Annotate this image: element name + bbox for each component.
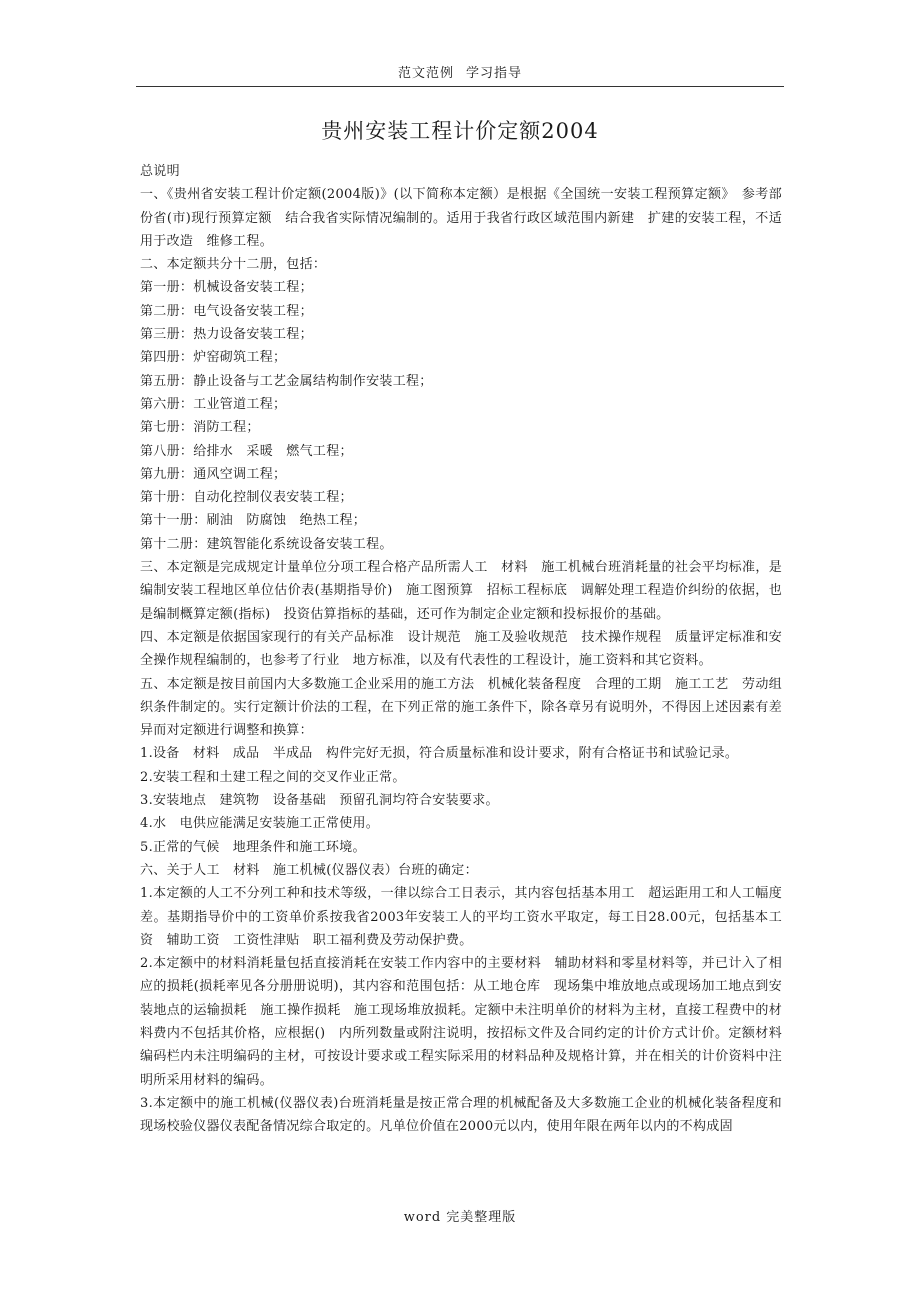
paragraph: 4.水 电供应能满足安装施工正常使用。: [140, 816, 380, 832]
document-title: 贵州安装工程计价定额2004: [321, 119, 599, 143]
paragraph: 五、本定额是按目前国内大多数施工企业采用的施工方法 机械化装备程度 合理的工期 施工工艺 劳动组织条件制定的。实行定额计价法的工程，在下列正常的施工条件下，除各章另有说明外，不得因上述因素有差异而对定额进行调整和换算：: [140, 676, 782, 739]
paragraph: 总说明: [140, 164, 180, 179]
paragraph: 第十一册：刷油 防腐蚀 绝热工程；: [140, 513, 367, 529]
page-header: [136, 62, 784, 87]
header-right-text: 学习指导: [466, 66, 523, 81]
paragraph: 第六册：工业管道工程；: [140, 396, 287, 412]
paragraph: 2.本定额中的材料消耗量包括直接消耗在安装工作内容中的主要材料 辅助材料和零星材料等，并已计入了相应的损耗(损耗率见各分册册说明)，其内容和范围包括：从工地仓库 现场集中堆放地点或现场加工地点到安装地点的运输损耗 施工操作损耗 施工现场堆放损耗。定额中未注明单价的材料为主材，直接工程费中的材料费内不包括其价格，应根据() 内所列数量或附注说明，按招标文件及合同约定的计价方式计价。定额材料编码栏内未注明编码的主材，可按设计要求或工程实际采用的材料品种及规格计算，并在相关的计价资料中注明所采用材料的编码。: [140, 956, 782, 1088]
paragraph: 1.本定额的人工不分列工种和技术等级，一律以综合工日表示，其内容包括基本用工 超运距用工和人工幅度差。基期指导价中的工资单价系按我省2003年安装工人的平均工资水平取定，每工日28.00元，包括基本工资 辅助工资 工资性津贴 职工福利费及劳动保护费。: [140, 886, 782, 948]
paragraph: 第一册：机械设备安装工程；: [140, 280, 313, 296]
paragraph: 1.设备 材料 成品 半成品 构件完好无损，符合质量标准和设计要求，附有合格证书和试验记录。: [140, 746, 739, 762]
paragraph: 一、《贵州省安装工程计价定额(2004版)》(以下简称本定额）是根据《全国统一安装工程预算定额》 参考部份省(市)现行预算定额 结合我省实际情况编制的。适用于我省行政区域范围内新建 扩建的安装工程，不适用于改造 维修工程。: [140, 187, 782, 249]
paragraph: 3.本定额中的施工机械(仪器仪表)台班消耗量是按正常合理的机械配备及大多数施工企业的机械化装备程度和现场校验仪器仪表配备情况综合取定的。凡单位价值在2000元以内，使用年限在两年以内的不构成固: [140, 1095, 782, 1135]
paragraph: 三、本定额是完成规定计量单位分项工程合格产品所需人工 材料 施工机械台班消耗量的社会平均标准，是编制安装工程地区单位估价表(基期指导价) 施工图预算 招标工程标底 调解处理工程造价纠纷的依据，也是编制概算定额(指标) 投资估算指标的基础，还可作为制定企业定额和投标报价的基础。: [140, 560, 782, 622]
paragraph: 六、关于人工 材料 施工机械(仪器仪表）台班的确定：: [140, 862, 478, 878]
paragraph: 第七册：消防工程；: [140, 420, 260, 436]
paragraph: 四、本定额是依据国家现行的有关产品标准 设计规范 施工及验收规范 技术操作规程 质量评定标准和安全操作规程编制的，也参考了行业 地方标准，以及有代表性的工程设计，施工资料和其它资料。: [140, 629, 782, 669]
header-left-text: 范文范例: [397, 66, 454, 81]
page-footer: word 完美整理版: [403, 1210, 517, 1225]
paragraph: 第五册：静止设备与工艺金属结构制作安装工程；: [140, 373, 433, 389]
paragraph: 第九册：通风空调工程；: [140, 466, 287, 482]
paragraph: 第三册：热力设备安装工程；: [140, 327, 313, 343]
paragraph: 3.安装地点 建筑物 设备基础 预留孔洞均符合安装要求。: [140, 793, 499, 809]
paragraph: 第十册：自动化控制仪表安装工程；: [140, 490, 353, 506]
paragraph: 第四册：炉窑砌筑工程；: [140, 350, 287, 366]
document-body: [140, 160, 782, 1138]
paragraph: 二、本定额共分十二册，包括：: [140, 257, 327, 273]
paragraph: 2.安装工程和土建工程之间的交叉作业正常。: [140, 769, 406, 785]
paragraph: 5.正常的气候 地理条件和施工环境。: [140, 839, 366, 855]
paragraph: 第八册：给排水 采暖 燃气工程；: [140, 443, 353, 459]
paragraph: 第十二册：建筑智能化系统设备安装工程。: [140, 536, 393, 552]
paragraph: 第二册：电气设备安装工程；: [140, 303, 313, 319]
